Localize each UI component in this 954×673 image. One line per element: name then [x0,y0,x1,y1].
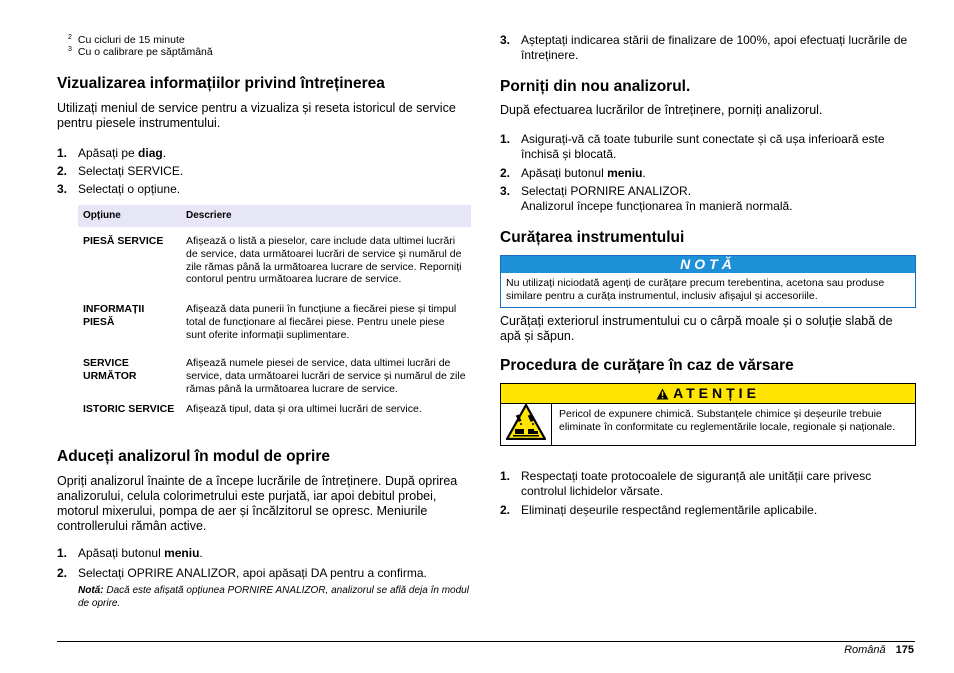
step-3: 3. Selectați o opțiune. [57,182,181,196]
section-intro: Opriți analizorul înainte de a începe lucrările de întreținere. După oprirea analizorului, celula colorimetrului este purjată, iar apoi debitul probei, motorul mixerului, pompa de aer și încălzitorul se opresc. Meniurile controllerului rămân active. [57,474,458,533]
caution-header: ATENȚIE [501,384,915,404]
section-title-spill: Procedura de curățare în caz de vărsare [500,357,794,374]
table-header-description: Descriere [181,205,471,227]
step-2: 2. Selectați SERVICE. [57,164,184,178]
note-text: Nu utilizați niciodată agenți de curățare precum terebentina, acetona sau produse similare pentru a curăța instrumentul, inclusiv afișajul și accesoriile. [506,277,885,302]
step-3: 3. Așteptați indicarea stării de finalizare de 100%, apoi efectuați lucrările de întreținere. [500,33,908,62]
footnote-3 [68,46,213,60]
footer-language: Română [844,644,886,656]
section-title-cleaning: Curățarea instrumentului [500,229,685,246]
section-title-restart: Porniți din nou analizorul. [500,78,691,95]
step-2: 2. Apăsați butonul meniu. [500,166,646,180]
step-1: 1. Apăsați butonul meniu. [57,546,203,560]
service-options-table [78,205,471,416]
menu-key: meniu [607,166,643,180]
footnote-text: Cu o calibrare pe săptămână [77,46,213,58]
step-1: 1. Respectați toate protocoalele de siguranță ale unității care privesc controlul lichidelor vărsate. [500,469,872,498]
menu-key: meniu [164,546,200,560]
section-intro: După efectuarea lucrărilor de întreținere, porniți analizorul. [500,103,823,117]
warning-triangle-icon [656,386,669,405]
section-title-shutdown: Aduceți analizorul în modul de oprire [57,448,330,465]
step-2: 2. Selectați OPRIRE ANALIZOR, apoi apăsați DA pentru a confirma. [57,566,427,580]
footer-divider [57,641,915,642]
table-row: PIESĂ SERVICE Afișează o listă a pieselor, care include data ultimei lucrări de service, data următoarei lucrări de service și numărul de zile rămas până la următoarea lucrare de service. Reporniți contorul pentru următoarea lucrare de service. [83,235,462,286]
caution-box [500,383,916,446]
chemical-hazard-icon [506,404,546,445]
step-3: 3. Selectați PORNIRE ANALIZOR. Analizorul începe funcționarea în manieră normală. [500,184,793,213]
table-header-option: Opțiune [78,205,181,227]
page-number: 175 [895,644,914,656]
table-header-row [78,205,471,227]
page-footer [844,643,914,657]
shutdown-note: Notă: Dacă este afișată opțiunea PORNIRE ANALIZOR, analizorul se află deja în modul de oprire. [78,585,469,609]
caution-text: Pericol de expunere chimică. Substanțele chimice și deșeurile trebuie eliminate în conformitate cu reglementările locale, regionale și naționale. [559,408,896,433]
step-1: 1. Apăsați pe diag. [57,146,167,160]
diag-key: diag [138,146,163,160]
section-intro: Utilizați meniul de service pentru a vizualiza și reseta istoricul de service pentru piesele instrumentului. [57,101,456,130]
step-1: 1. Asigurați-vă că toate tuburile sunt conectate și că ușa inferioară este închisă și blocată. [500,132,885,161]
table-row: INFORMAȚII PIESĂ Afișează data punerii în funcțiune a fiecărei piese și timpul total de funcționare al fiecărei piese. Pentru unele piese sunt oferite informații suplimentare. [83,303,457,341]
cleaning-text: Curățați exteriorul instrumentului cu o cârpă moale și o soluție slabă de apă și săpun. [500,314,893,343]
footnote-number: 2 [68,34,72,41]
footnote-number: 3 [68,46,72,53]
section-title-view-maintenance: Vizualizarea informațiilor privind întreținerea [57,75,385,92]
table-row: SERVICE URMĂTOR Afișează numele piesei de service, data ultimei lucrări de service, data următoarei lucrări de service și numărul de zile rămas până la următoarea lucrare de service. [83,357,466,395]
table-row: ISTORIC SERVICE Afișează tipul, data și ora ultimei lucrări de service. [83,403,422,416]
step-2: 2. Eliminați deșeurile respectând reglementările aplicabile. [500,503,818,517]
note-header: NOTĂ [501,256,915,273]
footnote-text: Cu cicluri de 15 minute [77,34,185,46]
note-box [500,255,916,308]
